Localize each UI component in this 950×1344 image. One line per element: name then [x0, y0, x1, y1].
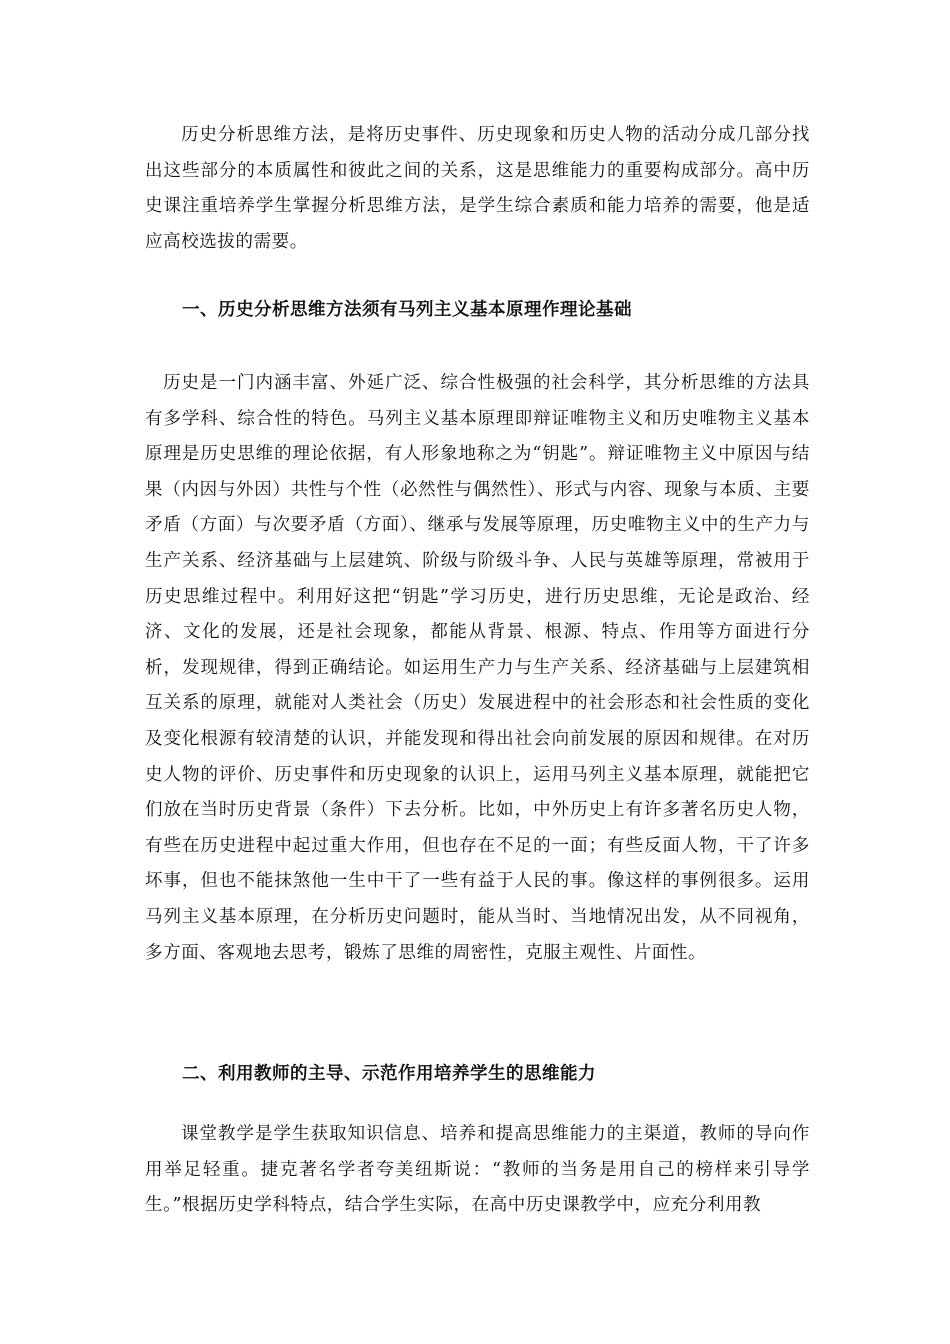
section-heading-1: 一、历史分析思维方法须有马列主义基本原理作理论基础	[182, 300, 632, 320]
intro-paragraph: 历史分析思维方法，是将历史事件、历史现象和历史人物的活动分成几部分找出这些部分的本质属性和彼此之间的关系，这是思维能力的重要构成部分。高中历史课注重培养学生掌握分析思维方法，是学生综合素质和能力培养的需要，他是适应高校选拔的需要。	[145, 125, 810, 252]
section-1-paragraph: 历史是一门内涵丰富、外延广泛、综合性极强的社会科学，其分析思维的方法具有多学科、综合性的特色。马列主义基本原理即辩证唯物主义和历史唯物主义基本原理是历史思维的理论依据，有人形象地称之为“钥匙”。辩证唯物主义中原因与结果（内因与外因）共性与个性（必然性与偶然性）、形式与内容、现象与本质、主要矛盾（方面）与次要矛盾（方面）、继承与发展等原理，历史唯物主义中的生产力与生产关系、经济基础与上层建筑、阶级与阶级斗争、人民与英雄等原理，常被用于历史思维过程中。利用好这把“钥匙”学习历史，进行历史思维，无论是政治、经济、文化的发展，还是社会现象，都能从背景、根源、特点、作用等方面进行分析，发现规律，得到正确结论。如运用生产力与生产关系、经济基础与上层建筑相互关系的原理，就能对人类社会（历史）发展进程中的社会形态和社会性质的变化及变化根源有较清楚的认识，并能发现和得出社会向前发展的原因和规律。在对历史人物的评价、历史事件和历史现象的认识上，运用马列主义基本原理，就能把它们放在当时历史背景（条件）下去分析。比如，中外历史上有许多著名历史人物，有些在历史进程中起过重大作用，但也存在不足的一面；有些反面人物，干了许多坏事，但也不能抹煞他一生中干了一些有益于人民的事。像这样的事例很多。运用马列主义基本原理，在分析历史问题时，能从当时、当地情况出发，从不同视角，多方面、客观地去思考，锻炼了思维的周密性，克服主观性、片面性。	[145, 373, 810, 963]
section-heading-2: 二、利用教师的主导、示范作用培养学生的思维能力	[182, 1064, 596, 1084]
section-2-paragraph: 课堂教学是学生获取知识信息、培养和提高思维能力的主渠道，教师的导向作用举足轻重。捷克著名学者夸美纽斯说：“教师的当务是用自己的榜样来引导学生。”根据历史学科特点，结合学生实际，在高中历史课教学中，应充分利用教	[145, 1124, 810, 1216]
